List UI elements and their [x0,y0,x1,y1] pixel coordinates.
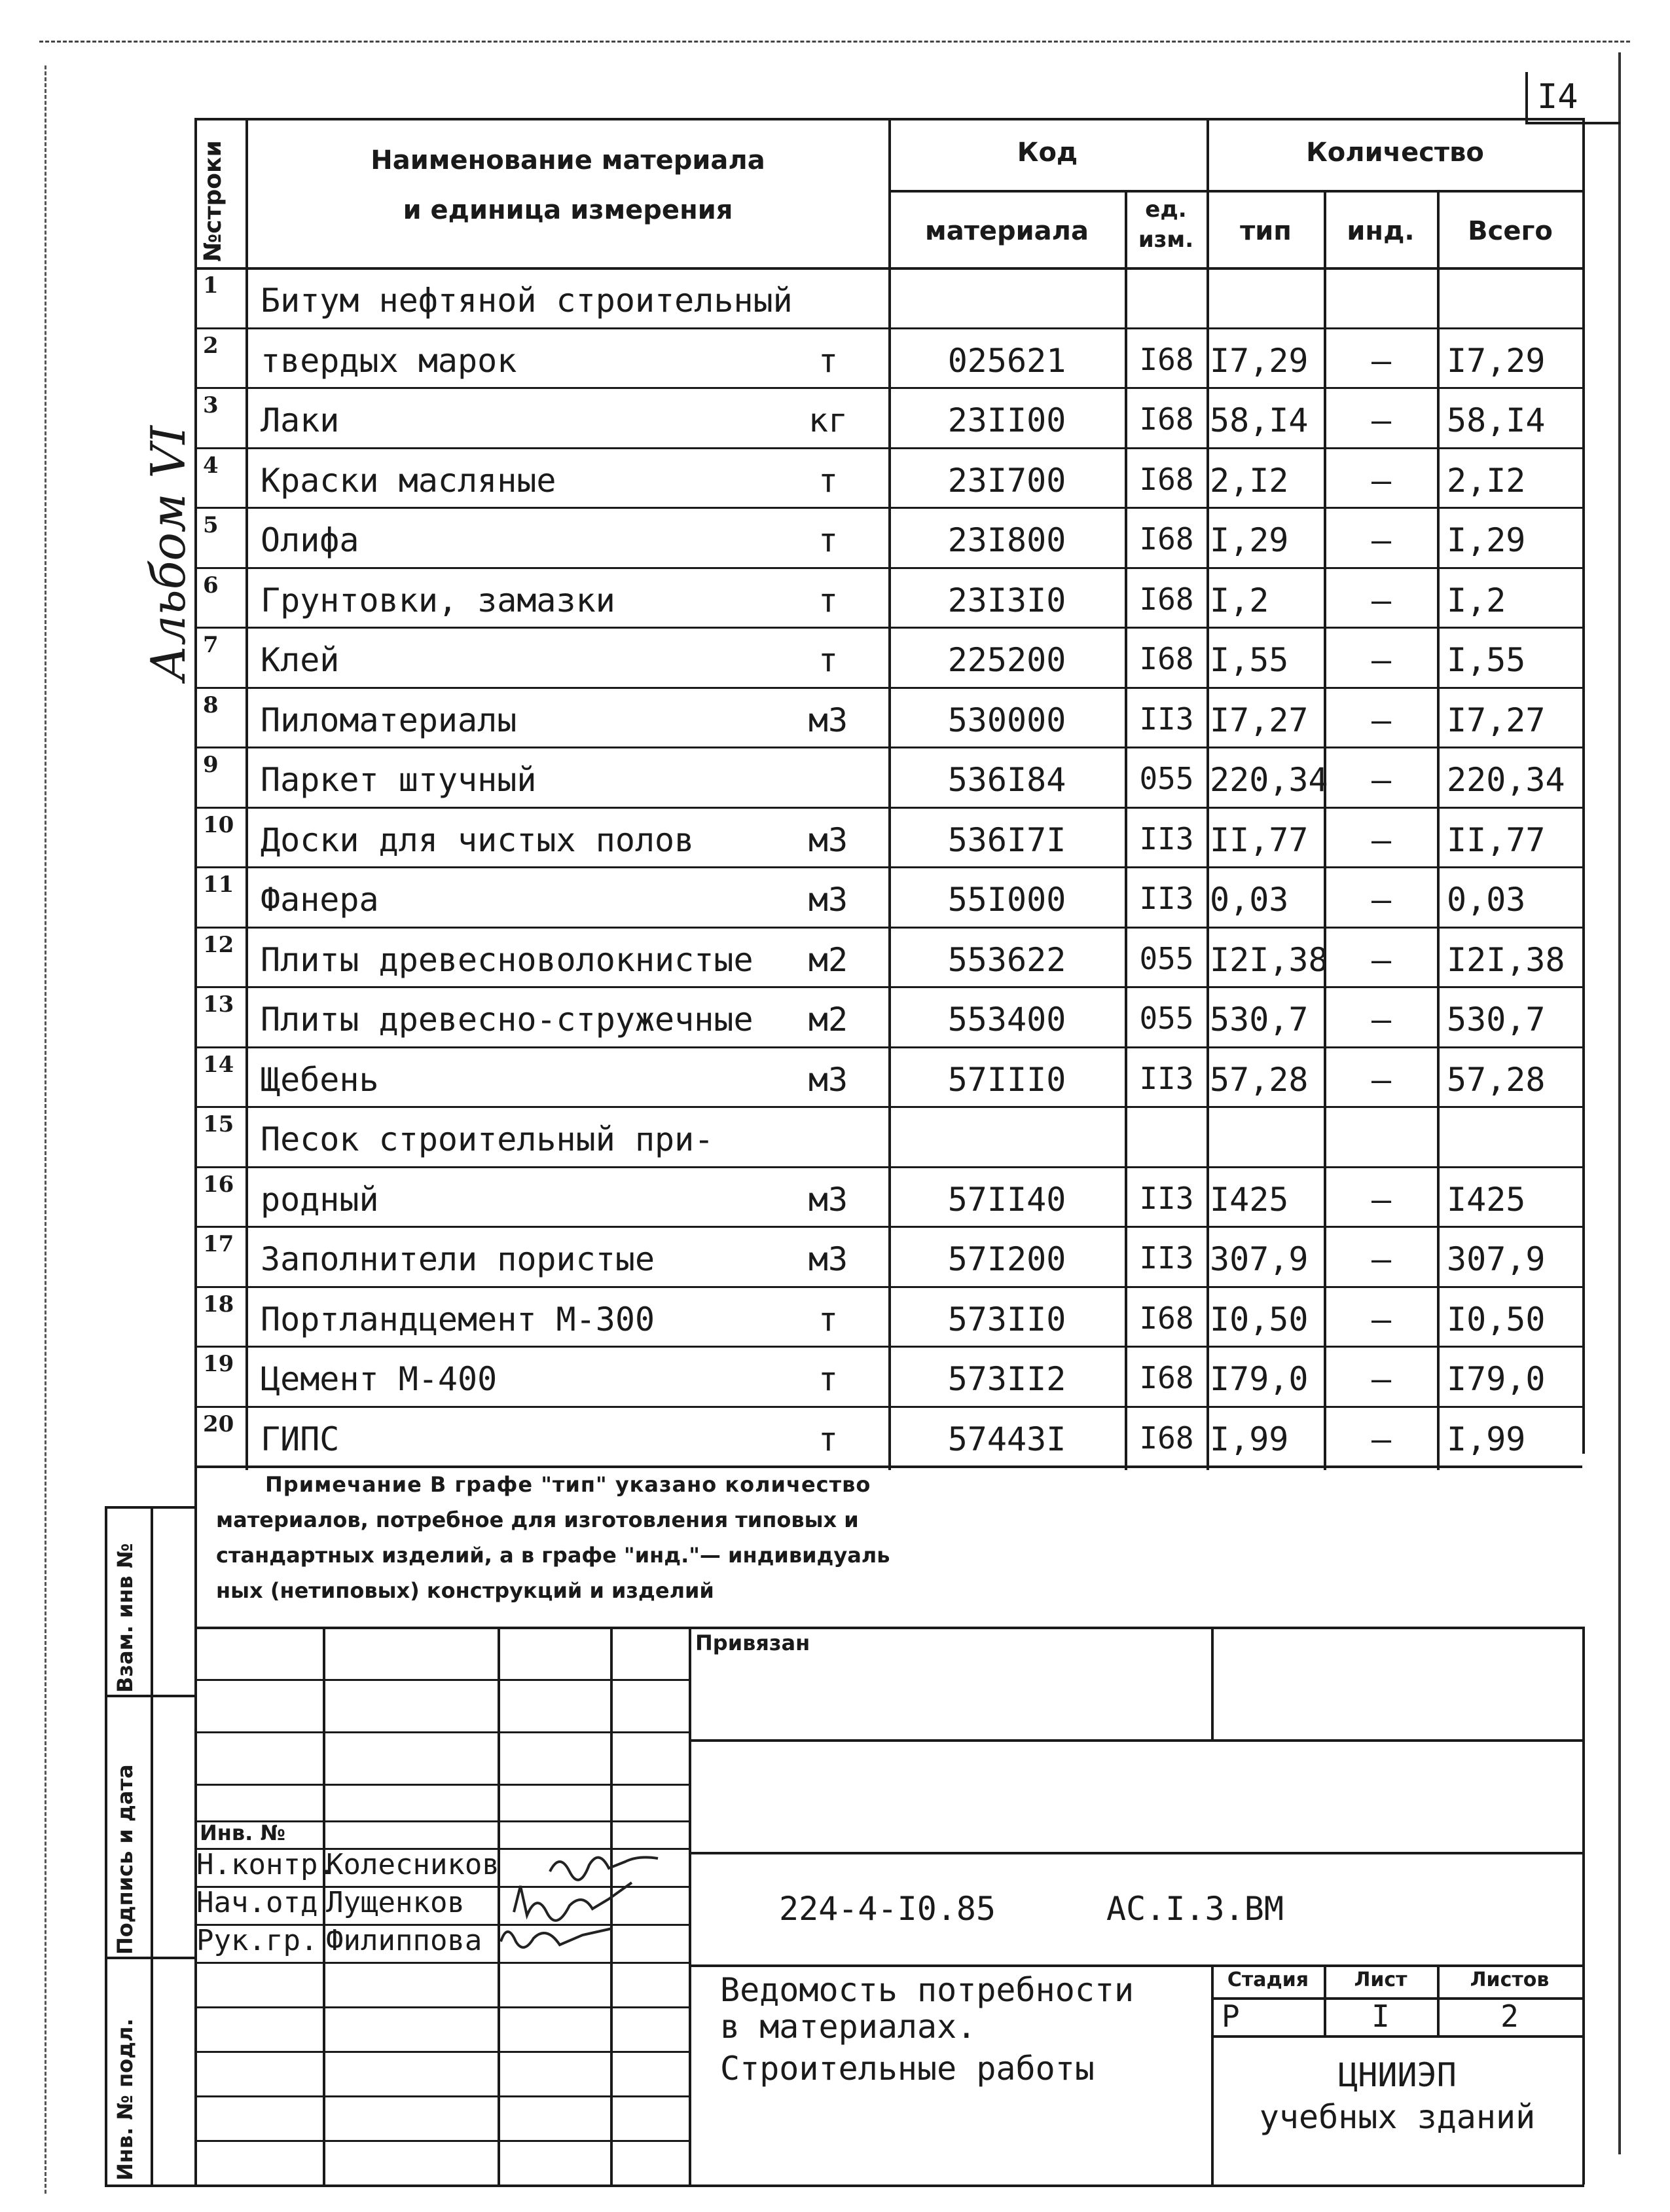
document-code: 224-4-I0.85 [779,1890,996,1928]
cell-n: 15 [203,1111,234,1137]
page-number: I4 [1537,77,1578,117]
cell-ind: – [1371,1060,1392,1099]
cell-total: I,99 [1447,1420,1526,1458]
cell-code: 23I700 [947,461,1066,500]
cell-ucode: I68 [1139,1420,1194,1456]
cell-total: 57,28 [1447,1060,1546,1099]
cell-typ: 58,I4 [1210,401,1309,439]
cell-name: Олифа [261,521,359,559]
cell-ucode: I68 [1139,1360,1194,1395]
document-mark: АС.I.3.ВМ [1106,1890,1284,1928]
cell-unit: т [818,581,839,619]
cell-total: I7,29 [1447,341,1546,380]
cell-n: 13 [203,991,234,1018]
cell-ind: – [1371,581,1392,619]
cell-unit: м3 [808,701,848,739]
cell-code: 530000 [947,701,1066,739]
unit-header-line2: изм. [1138,227,1194,253]
cell-ucode: I68 [1139,521,1194,557]
cell-total: I,29 [1447,521,1526,559]
top-frame-line [39,41,1630,43]
cell-unit: м3 [808,881,848,919]
cell-ucode: I68 [1139,1300,1194,1336]
vzam-label: Взам. инв № [113,1543,137,1693]
cell-n: 16 [203,1171,234,1198]
cell-code: 553622 [947,940,1066,979]
cell-name: родный [261,1180,379,1219]
signer-role-2: Нач.отд [196,1886,318,1919]
stage-label: Стадия [1227,1968,1309,1991]
cell-n: 2 [203,332,219,359]
cell-ind: – [1371,521,1392,559]
cell-typ: I7,29 [1210,341,1309,380]
cell-unit: м3 [808,1240,848,1278]
cell-typ: I,99 [1210,1420,1289,1458]
cell-typ: I7,27 [1210,701,1309,739]
cell-code: 536I84 [947,761,1066,799]
row-number-header: №строки [200,140,227,262]
cell-name: Паркет штучный [261,761,537,799]
cell-ind: – [1371,1360,1392,1398]
cell-ucode: I68 [1139,641,1194,676]
name-header-line1: Наименование материала [371,145,765,175]
cell-n: 20 [203,1410,234,1437]
typ-header: тип [1240,216,1292,246]
sheets-value: 2 [1500,1999,1519,2034]
cell-typ: 2,I2 [1210,461,1289,500]
cell-ind: – [1371,940,1392,979]
cell-code: 553400 [947,1001,1066,1039]
cell-ucode: II3 [1139,1060,1194,1096]
note-line4: ных (нетиповых) конструкций и изделий [216,1578,714,1603]
cell-ucode: II3 [1139,701,1194,737]
cell-total: 2,I2 [1447,461,1526,500]
cell-total: I425 [1447,1180,1526,1219]
cell-typ: 0,03 [1210,881,1289,919]
cell-n: 6 [203,572,219,599]
signer-name-2: Лущенков [326,1886,465,1919]
cell-typ: 307,9 [1210,1240,1309,1278]
cell-code: 57443I [947,1420,1066,1458]
cell-code: 025621 [947,341,1066,380]
cell-ucode: 055 [1139,761,1194,796]
cell-name: Щебень [261,1060,379,1099]
cell-code: 57II40 [947,1180,1066,1219]
signer-role-1: Н.контр. [196,1848,335,1881]
cell-typ: I0,50 [1210,1300,1309,1338]
cell-ind: – [1371,1240,1392,1278]
cell-ucode: 055 [1139,1001,1194,1036]
cell-total: I7,27 [1447,701,1546,739]
cell-unit: т [818,1360,839,1398]
cell-typ: 220,34 [1210,761,1328,799]
signature-3 [498,1919,615,1958]
album-label: Альбом VI [141,426,196,681]
left-frame-line [45,65,46,2194]
cell-ucode: I68 [1139,341,1194,377]
signature-1 [547,1845,664,1885]
page-number-line [1525,122,1620,124]
cell-ind: – [1371,1180,1392,1219]
cell-typ: I79,0 [1210,1360,1309,1398]
cell-typ: I,55 [1210,641,1289,679]
cell-n: 14 [203,1051,234,1078]
cell-total: 307,9 [1447,1240,1546,1278]
cell-ucode: II3 [1139,1180,1194,1216]
organization-line2: учебных зданий [1259,2098,1536,2136]
inv-podl-label: Инв. № подл. [113,2018,137,2181]
cell-n: 8 [203,691,219,718]
cell-n: 7 [203,632,219,658]
cell-n: 9 [203,752,219,778]
cell-typ: I425 [1210,1180,1289,1219]
cell-total: I0,50 [1447,1300,1546,1338]
ind-header: инд. [1347,216,1415,246]
sheets-label: Листов [1470,1968,1550,1991]
cell-ind: – [1371,761,1392,799]
right-frame-line [1618,52,1621,2154]
cell-total: 220,34 [1447,761,1565,799]
signer-name-1: Колесников [326,1848,499,1881]
cell-typ: 57,28 [1210,1060,1309,1099]
cell-code: 57I200 [947,1240,1066,1278]
cell-ucode: I68 [1139,461,1194,497]
cell-n: 4 [203,452,219,479]
cell-n: 10 [203,811,234,838]
cell-typ: I,29 [1210,521,1289,559]
cell-code: 225200 [947,641,1066,679]
cell-n: 19 [203,1351,234,1377]
cell-ind: – [1371,701,1392,739]
cell-unit: кг [808,401,848,439]
quantity-group-header: Количество [1306,138,1484,168]
cell-code: 23I3I0 [947,581,1066,619]
name-header-line2: и единица измерения [403,195,733,225]
podpis-label: Подпись и дата [113,1764,137,1955]
total-header: Всего [1468,216,1553,246]
document-title-line2: в материалах. [720,2008,977,2046]
cell-unit: т [818,341,839,380]
cell-n: 12 [203,931,234,958]
sheet-label: Лист [1354,1968,1407,1991]
cell-name: Заполнители пористые [261,1240,655,1278]
cell-ind: – [1371,401,1392,439]
cell-n: 5 [203,512,219,538]
cell-unit: т [818,1300,839,1338]
cell-n: 18 [203,1291,234,1318]
organization-line1: ЦНИИЭП [1338,2056,1457,2094]
cell-unit: м2 [808,1001,848,1039]
cell-ucode: I68 [1139,401,1194,437]
cell-code: 573II2 [947,1360,1066,1398]
cell-total: 530,7 [1447,1001,1546,1039]
cell-unit: т [818,641,839,679]
cell-code: 55I000 [947,881,1066,919]
cell-unit: т [818,521,839,559]
cell-total: I,55 [1447,641,1526,679]
cell-code: 23II00 [947,401,1066,439]
unit-header-line1: ед. [1145,196,1187,223]
cell-n: 1 [203,272,219,299]
cell-ucode: II3 [1139,820,1194,857]
cell-unit: т [818,1420,839,1458]
cell-ucode: 055 [1139,940,1194,976]
cell-typ: II,77 [1210,820,1309,859]
document-title-line3: Строительные работы [720,2050,1095,2088]
cell-unit: м3 [808,1060,848,1099]
cell-total: 0,03 [1447,881,1526,919]
cell-n: 17 [203,1231,234,1257]
code-group-header: Код [1017,138,1078,168]
cell-unit: т [818,461,839,500]
cell-total: I2I,38 [1447,940,1565,979]
cell-ind: – [1371,881,1392,919]
cell-total: II,77 [1447,820,1546,859]
cell-name: Клей [261,641,340,679]
cell-typ: 530,7 [1210,1001,1309,1039]
cell-name: Краски масляные [261,461,556,500]
cell-name: Грунтовки, замазки [261,581,615,619]
material-code-header: материала [925,216,1089,246]
stage-value: Р [1222,1999,1240,2034]
cell-total: I79,0 [1447,1360,1546,1398]
cell-ucode: I68 [1139,581,1194,617]
cell-ind: – [1371,1001,1392,1039]
cell-unit: м2 [808,940,848,979]
document-title-line1: Ведомость потребности [720,1971,1135,2009]
cell-ind: – [1371,1300,1392,1338]
cell-name: Доски для чистых полов [261,820,695,859]
page-number-divider [1525,72,1528,123]
cell-ind: – [1371,341,1392,380]
cell-typ: I2I,38 [1210,940,1328,979]
cell-ind: – [1371,1420,1392,1458]
cell-name: Битум нефтяной строительный [261,282,793,320]
cell-name: Пиломатериалы [261,701,517,739]
cell-name: ГИПС [261,1420,340,1458]
cell-name: Фанера [261,881,379,919]
cell-unit: м3 [808,820,848,859]
signer-name-3: Филиппова [326,1924,482,1957]
signer-role-3: Рук.гр. [196,1924,318,1957]
cell-name: Плиты древесноволокнистые [261,940,753,979]
cell-ind: – [1371,820,1392,859]
note-line1: Примечание В графе "тип" указано количество [265,1472,871,1497]
cell-ucode: II3 [1139,1240,1194,1276]
sheet-value: I [1371,1999,1390,2034]
cell-ucode: II3 [1139,881,1194,916]
cell-name: Плиты древесно-стружечные [261,1001,753,1039]
cell-name: Цемент М-400 [261,1360,498,1398]
cell-n: 3 [203,392,219,418]
note-line3: стандартных изделий, а в графе "инд."— индивидуаль [216,1543,890,1568]
note-line2: материалов, потребное для изготовления типовых и [216,1507,859,1532]
cell-code: 57III0 [947,1060,1066,1099]
cell-unit: м3 [808,1180,848,1219]
cell-name: Портландцемент М-300 [261,1300,655,1338]
cell-code: 573II0 [947,1300,1066,1338]
inv-no-label: Инв. № [200,1820,285,1845]
cell-code: 536I7I [947,820,1066,859]
cell-n: 11 [203,872,234,898]
cell-typ: I,2 [1210,581,1269,619]
cell-name: твердых марок [261,341,517,380]
cell-code: 23I800 [947,521,1066,559]
cell-name: Лаки [261,401,340,439]
privyazan-label: Привязан [695,1631,810,1655]
cell-ind: – [1371,461,1392,500]
cell-name: Песок строительный при- [261,1120,714,1158]
cell-ind: – [1371,641,1392,679]
cell-total: I,2 [1447,581,1506,619]
cell-total: 58,I4 [1447,401,1546,439]
